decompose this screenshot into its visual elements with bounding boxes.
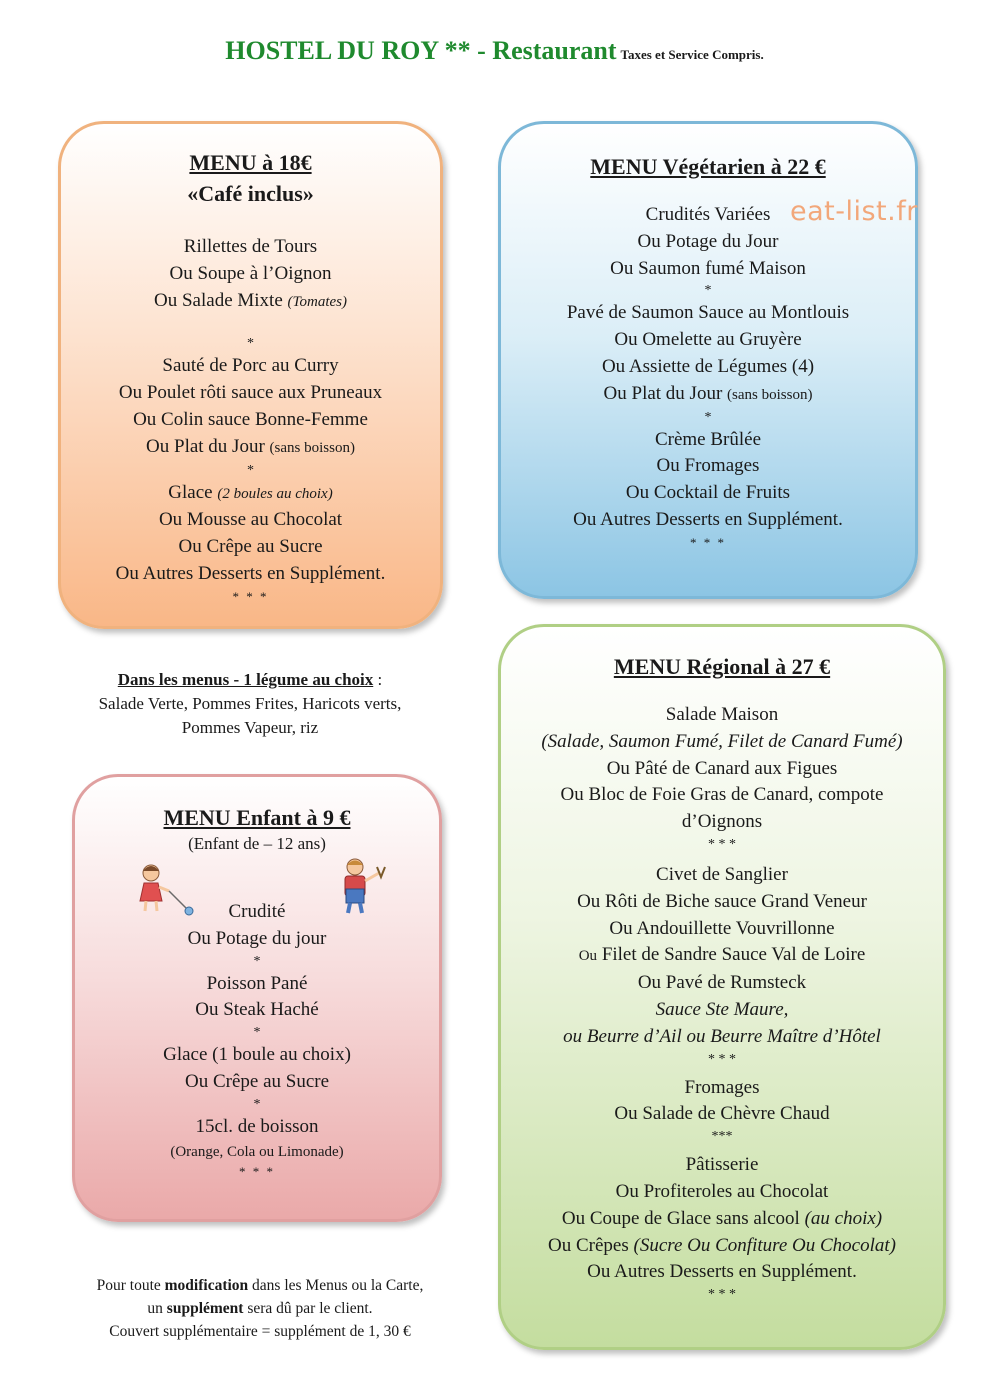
menu-18-card [58, 121, 443, 629]
menu-regional-card [498, 624, 946, 1350]
separator: * [253, 953, 261, 969]
menu-item: d’Oignons [681, 811, 763, 833]
legume-note: Dans les menus - 1 légume au choix : Salade Verte, Pommes Frites, Haricots verts, Pommes Vapeur, riz [40, 668, 460, 740]
menu-item: Ou Bloc de Foie Gras de Canard, compote [560, 784, 884, 806]
menu-kid-subtitle: (Enfant de – 12 ans) [188, 834, 326, 853]
menu-item: Ou Poulet rôti sauce aux Pruneaux [118, 382, 383, 404]
separator: * [253, 1025, 261, 1041]
menu-item: Ou Andouillette Vouvrillonne [609, 917, 835, 939]
menu-reg-title: MENU Régional à 27 € [613, 654, 831, 679]
menu-item: Ou Autres Desserts en Supplément. [115, 562, 386, 584]
menu-item: Ou Potage du jour [187, 927, 327, 949]
menu-item: Ou Fromages [656, 455, 760, 477]
separator: * * * [708, 836, 736, 852]
end-separator: * * * [690, 534, 726, 550]
menu-item: Glace (2 boules au choix) [168, 481, 333, 503]
menu-item: Ou Pavé de Rumsteck [637, 972, 807, 994]
menu-item: Ou Potage du Jour [637, 230, 779, 252]
menu-item: Poisson Pané [206, 972, 308, 994]
menu-18-subtitle: «Café inclus» [187, 181, 314, 206]
end-separator: * * * [232, 588, 269, 604]
menu-item: Pâtisserie [685, 1154, 759, 1176]
menu-veg-title: MENU Végétarien à 22 € [590, 154, 826, 179]
footer-line: Pour toute modification dans les Menus ou la Carte, [96, 1277, 424, 1294]
menu-vegetarien-card [498, 121, 918, 599]
menu-kid-title: MENU Enfant à 9 € [163, 805, 351, 830]
menu-item: Ou Rôti de Biche sauce Grand Veneur [577, 890, 867, 912]
menu-item-note: (Orange, Cola ou Limonade) [170, 1143, 344, 1160]
menu-item: Rillettes de Tours [183, 236, 318, 257]
menu-item: Ou Colin sauce Bonne-Femme [133, 408, 368, 430]
menu-item: Civet de Sanglier [656, 863, 788, 885]
footer-line: un supplément sera dû par le client. [147, 1300, 373, 1317]
end-separator: * * * [708, 1287, 736, 1303]
menu-item: Ou Autres Desserts en Supplément. [573, 508, 843, 530]
separator: * [247, 462, 254, 478]
menu-item-note: Sauce Ste Maure, [655, 998, 789, 1020]
menu-item: Sauté de Porc au Curry [162, 355, 339, 377]
menu-item-note: ou Beurre d’Ail ou Beurre Maître d’Hôtel [563, 1025, 881, 1047]
menu-item: Fromages [684, 1076, 760, 1098]
menu-item-note: (Salade, Saumon Fumé, Filet de Canard Fumé) [541, 730, 903, 752]
menu-item: Ou Salade Mixte (Tomates) [154, 289, 347, 311]
menu-item: Crème Brûlée [654, 428, 762, 450]
menu-item: Ou Crêpe au Sucre [184, 1070, 330, 1092]
menu-item: Ou Profiteroles au Chocolat [615, 1180, 829, 1202]
girl-playing-icon [135, 861, 199, 919]
menu-item: Crudité [228, 901, 286, 922]
page-header [0, 36, 989, 66]
end-separator: * * * [239, 1163, 275, 1179]
menu-item: Pavé de Saumon Sauce au Montlouis [566, 302, 850, 324]
footer-note [40, 1274, 480, 1343]
menu-item: Ou Steak Haché [195, 999, 319, 1021]
separator: * [704, 283, 712, 299]
menu-item: Ou Cocktail de Fruits [625, 482, 791, 504]
separator: *** [711, 1129, 733, 1145]
restaurant-title: HOSTEL DU ROY ** - Restaurant [225, 36, 617, 65]
footer-line: Couvert supplémentaire = supplément de 1, 30 € [109, 1323, 411, 1340]
legume-line: Pommes Vapeur, riz [181, 718, 319, 737]
menu-18-title: MENU à 18€ [189, 150, 312, 175]
menu-item: Ou Omelette au Gruyère [614, 329, 802, 351]
separator: * * * [708, 1051, 736, 1067]
legume-title: Dans les menus - 1 légume au choix [117, 670, 374, 689]
legume-line: Salade Verte, Pommes Frites, Haricots verts, [98, 694, 402, 713]
menu-item: Ou Salade de Chèvre Chaud [614, 1103, 830, 1125]
tax-note: Taxes et Service Compris. [620, 47, 764, 62]
menu-item: Salade Maison [665, 704, 779, 725]
menu-item: Ou Mousse au Chocolat [158, 509, 343, 531]
menu-item: Crudités Variées [645, 204, 771, 225]
separator: * [247, 336, 254, 352]
menu-item: Ou Plat du Jour (sans boisson) [146, 435, 355, 457]
menu-item: Ou Soupe à l’Oignon [169, 262, 332, 284]
menu-item: Ou Assiette de Légumes (4) [601, 355, 815, 377]
menu-item: Ou Saumon fumé Maison [610, 257, 806, 279]
menu-item: 15cl. de boisson [195, 1115, 319, 1137]
watermark-logo: eat-list.fr [790, 196, 918, 227]
separator: * [704, 409, 712, 425]
menu-item: Ou Plat du Jour (sans boisson) [603, 382, 813, 404]
menu-item: Ou Pâté de Canard aux Figues [606, 757, 838, 779]
menu-item: Ou Crêpe au Sucre [178, 536, 323, 558]
menu-item: Ou Autres Desserts en Supplément. [587, 1261, 857, 1283]
separator: * [253, 1096, 261, 1112]
menu-enfant-card [72, 774, 442, 1222]
boy-playing-icon [331, 855, 387, 919]
menu-item: Ou Crêpes (Sucre Ou Confiture Ou Chocolat) [548, 1234, 896, 1256]
menu-item: Glace (1 boule au choix) [163, 1044, 351, 1066]
menu-item: Ou Coupe de Glace sans alcool (au choix) [561, 1207, 883, 1229]
menu-item: Ou Filet de Sandre Sauce Val de Loire [578, 944, 866, 966]
